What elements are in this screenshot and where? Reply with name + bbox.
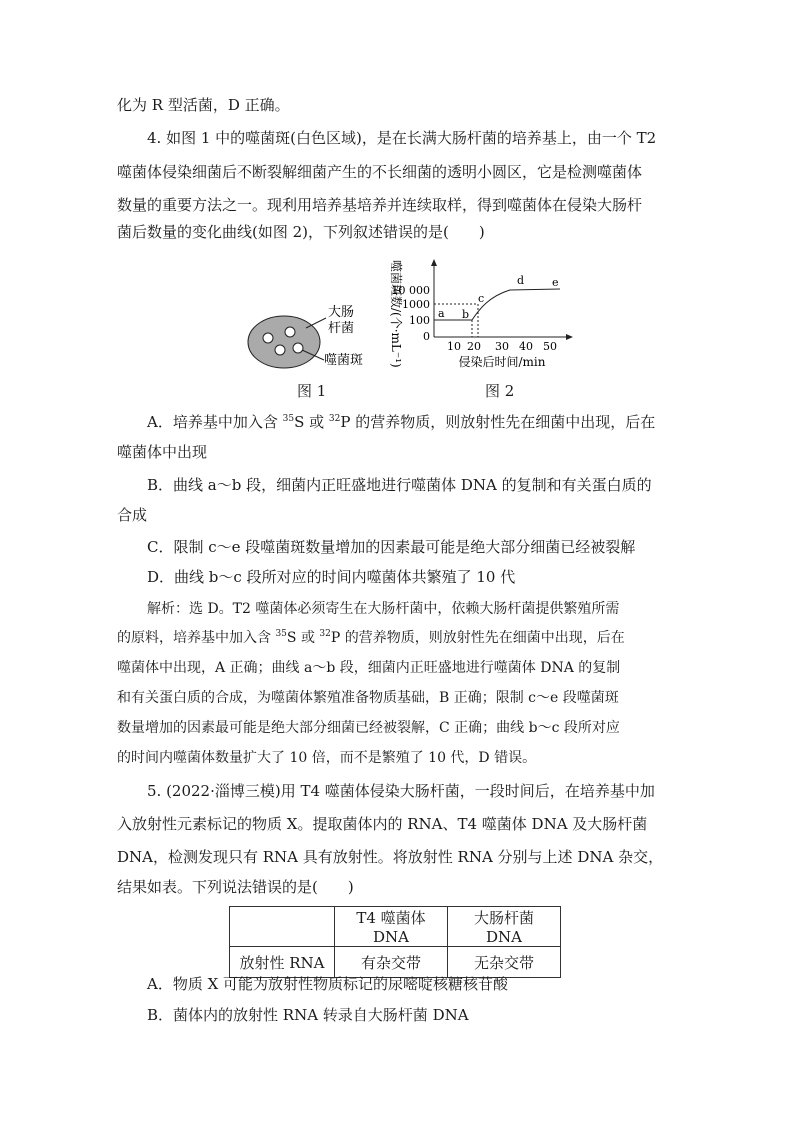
option-d-line: D．曲线 b～c 段所对应的时间内噬菌体共繁殖了 10 代 <box>147 568 516 586</box>
question-5-line-2: 入放射性元素标记的物质 X。提取菌体内的 RNA、T4 噬菌体 DNA 及大肠杆菌 <box>117 815 648 833</box>
option-a-line-2: 噬菌体中出现 <box>117 443 208 461</box>
question-5-line-1: 5. (2022·淄博三模)用 T4 噬菌体侵染大肠杆菌，一段时间后，在培养基中加 <box>147 782 655 800</box>
option-a-text: P 的营养物质，则放射性先在细菌中出现，后在 <box>340 413 656 431</box>
plaque-spot <box>293 343 303 353</box>
option-b-line-1: B．曲线 a～b 段，细菌内正旺盛地进行噬菌体 DNA 的复制和有关蛋白质的 <box>147 476 652 494</box>
point-label-a: a <box>438 307 445 320</box>
question-5-line-3: DNA，检测发现只有 RNA 具有放射性。将放射性 RNA 分别与上述 DNA 杂交， <box>117 848 664 866</box>
x-axis-label: 侵染后时间/min <box>458 355 546 369</box>
x-tick-50: 50 <box>543 340 557 353</box>
x-tick-20: 20 <box>467 340 481 353</box>
y-axis-label: 噬菌斑数/(个·mL⁻¹) <box>389 260 403 368</box>
growth-curve <box>472 289 560 320</box>
x-tick-30: 30 <box>495 340 509 353</box>
table-cell: 有杂交带 <box>335 947 448 978</box>
intro-line: 化为 R 型活菌，D 正确。 <box>117 96 290 114</box>
option-a-text: A．培养基中加入含 <box>147 413 283 431</box>
table-cell: 无杂交带 <box>448 947 561 978</box>
analysis-line-2 <box>117 628 625 648</box>
question-4-line-4: 菌后数量的变化曲线(如图 2)，下列叙述错误的是( ) <box>117 223 485 241</box>
question-4-line-3: 数量的重要方法之一。现利用培养基培养并连续取样，得到噬菌体在侵染大肠杆 <box>117 196 643 214</box>
plaque-spot <box>275 345 285 355</box>
superscript-32: 32 <box>319 629 331 639</box>
plaque-spot <box>285 327 295 337</box>
analysis-line-5: 数量增加的因素最可能是绝大部分细菌已经被裂解，C 正确；曲线 b～c 段所对应 <box>117 720 620 736</box>
analysis-text: P 的营养物质，则放射性先在细菌中出现，后在 <box>330 630 625 646</box>
analysis-text: S 或 <box>286 630 320 646</box>
y-tick-0: 0 <box>423 330 430 343</box>
analysis-line-4: 和有关蛋白质的合成，为噬菌体繁殖准备物质基础，B 正确；限制 c～e 段噬菌斑 <box>117 690 619 706</box>
table-cell <box>230 907 335 947</box>
question-5-line-4: 结果如表。下列说法错误的是( ) <box>117 878 354 896</box>
q5-option-a: A．物质 X 可能为放射性物质标记的尿嘧啶核糖核苷酸 <box>147 975 509 993</box>
point-label-e: e <box>552 276 559 289</box>
figure-2-caption: 图 2 <box>485 382 515 400</box>
option-a-line-1 <box>147 412 655 432</box>
figure-2-growth-curve <box>380 256 580 374</box>
point-label-c: c <box>478 292 485 305</box>
y-tick-10000: 10 000 <box>391 284 430 297</box>
y-tick-1000: 1000 <box>402 298 430 311</box>
label-bacteria-2: 杆菌 <box>328 321 355 336</box>
plaque-spot <box>263 333 273 343</box>
table-cell: T4 噬菌体 DNA <box>335 907 448 947</box>
superscript-32: 32 <box>328 414 341 424</box>
analysis-line-3: 噬菌体中出现，A 正确；曲线 a～b 段，细菌内正旺盛地进行噬菌体 DNA 的复制 <box>117 660 621 676</box>
hybridization-table <box>229 906 561 978</box>
analysis-line-6: 的时间内噬菌体数量扩大了 10 倍，而不是繁殖了 10 代，D 错误。 <box>117 750 537 766</box>
figure-1-caption: 图 1 <box>297 382 327 400</box>
label-plaque: 噬菌斑 <box>324 353 364 368</box>
table-header-row <box>230 907 561 947</box>
q5-option-b: B．菌体内的放射性 RNA 转录自大肠杆菌 DNA <box>147 1006 469 1024</box>
analysis-text: 的原料，培养基中加入含 <box>117 630 276 646</box>
question-4-line-1: 4. 如图 1 中的噬菌斑(白色区域)，是在长满大肠杆菌的培养基上，由一个 T2 <box>147 129 657 147</box>
option-a-text: S 或 <box>294 413 329 431</box>
table-cell: 大肠杆菌 DNA <box>448 907 561 947</box>
figure-1-petri-dish <box>246 304 366 374</box>
analysis-line-1: 解析：选 D。T2 噬菌体必须寄生在大肠杆菌中，依赖大肠杆菌提供繁殖所需 <box>147 601 620 617</box>
label-bacteria: 大肠 <box>328 305 355 320</box>
table-row <box>230 947 561 978</box>
option-c-line: C．限制 c～e 段噬菌斑数量增加的因素最可能是绝大部分细菌已经被裂解 <box>147 538 636 556</box>
point-label-d: d <box>517 274 525 287</box>
table-cell: 放射性 RNA <box>230 947 335 978</box>
option-b-line-2: 合成 <box>117 506 148 524</box>
point-label-b: b <box>462 308 470 321</box>
x-tick-10: 10 <box>447 340 461 353</box>
superscript-35: 35 <box>275 629 287 639</box>
x-tick-40: 40 <box>519 340 533 353</box>
y-tick-100: 100 <box>409 314 430 327</box>
superscript-35: 35 <box>282 414 295 424</box>
question-4-line-2: 噬菌体侵染细菌后不断裂解细菌产生的不长细菌的透明小圆区，它是检测噬菌体 <box>117 163 643 181</box>
